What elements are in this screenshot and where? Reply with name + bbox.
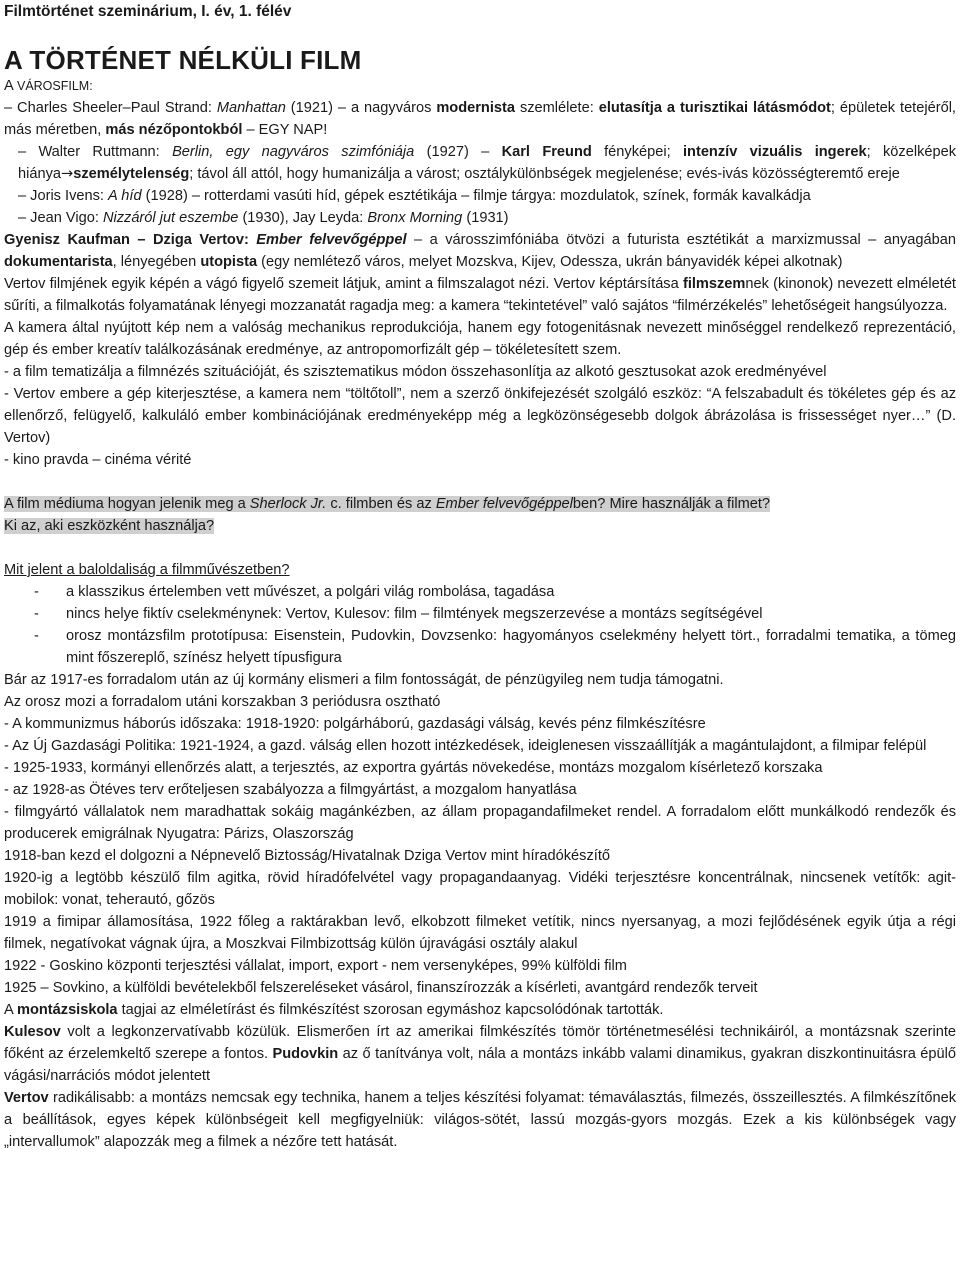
text-line: Bár az 1917-es forradalom után az új kormány elismeri a film fontosságát, de pénzügyileg nem tudja támogatni. — [4, 672, 724, 688]
text-line: - filmgyártó vállalatok nem maradhattak sokáig magánkézben, az állam propagandafilmeket rendel. A forradalom előtt munkálkodó rendezők és producerek emigrálnak Nyugatra: Párizs, Olaszország — [4, 804, 956, 842]
section-heading: A VÁROSFILM: — [4, 78, 93, 94]
paragraph-vertov: Gyenisz Kaufman – Dziga Vertov: Ember felvevőgéppel – a városszimfóniába ötvözi a futurista esztétikát a marxizmussal – anyagában dokumentarista, lényegében utopista (egy nemlétező város, melyet Mozskva, Kijev, Odessza, ukrán bányavidék képei alkotnak) — [4, 232, 956, 270]
paragraph-ivens: – Joris Ivens: A híd (1928) – rotterdami vasúti híd, gépek esztétikája – filmje tárgya: mozdulatok, színek, formák kavalkádja — [18, 188, 811, 204]
question-medium: A film médiuma hogyan jelenik meg a Sherlock Jr. c. filmben és az Ember felvevőgéppelben? Mire használják a filmet? Ki az, aki eszközként használja? — [4, 496, 771, 534]
list-item: - orosz montázsfilm prototípusa: Eisenstein, Pudovkin, Dovzsenko: hagyományos cselekmény helyett tört., forradalmi tematika, a tömeg mint főszereplő, színész helyett típusfigura — [34, 628, 956, 666]
list-item: - a klasszikus értelemben vett művészet, a polgári világ rombolása, tagadása — [34, 584, 555, 600]
paragraph-berlin: – Walter Ruttmann: Berlin, egy nagyváros szimfóniája (1927) – Karl Freund fényképei; intenzív vizuális ingerek; közelképek hiánya→személytelenség; távol áll attól, hogy humanizálja a várost; osztálykülönbségek megjelenése; evés-ivás közösségteremtő ereje — [18, 144, 957, 182]
text-line: - az 1928-as Ötéves terv erőteljesen szabályozza a filmgyártást, a mozgalom hanyatlása — [4, 782, 577, 798]
bullet-list — [4, 581, 956, 669]
text-line: 1918-ban kezd el dolgozni a Népnevelő Biztosság/Hivatalnak Dziga Vertov mint híradókészítő — [4, 848, 610, 864]
course-header: Filmtörténet szeminárium, I. év, 1. félév — [4, 3, 292, 20]
paragraph-vertov-radical: Vertov radikálisabb: a montázs nemcsak egy technika, hanem a teljes készítési folyamat: témaválasztás, filmezés, összeillesztés. A filmkészítőnek a beállítások, egyes képek különbségeit kell megfigyelniük: világos-sötét, lassú mozgás-gyors mozgás. Ezek a kis különbségek vagy „intervallumok” alapozzák meg a filmek a nézőre tett hatását. — [4, 1090, 956, 1150]
paragraph-thematizes: - a film tematizálja a filmnézés szituációját, és szisztematikus módon összehasonlítja az alkotó gesztusokat azok eredményével — [4, 364, 827, 380]
paragraph-manhattan: – Charles Sheeler–Paul Strand: Manhattan (1921) – a nagyváros modernista szemlélete: elutasítja a turisztikai látásmódot; épületek tetejéről, más méretben, más nézőpontokból – EGY NAP! — [4, 100, 956, 138]
text-line: Az orosz mozi a forradalom utáni korszakban 3 periódusra osztható — [4, 694, 441, 710]
page-title: A TÖRTÉNET NÉLKÜLI FILM — [4, 45, 362, 75]
text-line: - A kommunizmus háborús időszaka: 1918-1920: polgárháború, gazdasági válság, kevés pénz filmkészítésre — [4, 716, 706, 732]
right-arrow-icon: → — [61, 165, 74, 182]
list-item: - nincs helye fiktív cselekménynek: Vertov, Kulesov: film – filmtények megszerzevése a montázs segítségével — [34, 606, 763, 622]
text-line: 1925 – Sovkino, a külföldi bevételekből felszereléseket vásárol, finanszírozzák a kísérleti, avantgárd rendezők terveit — [4, 980, 758, 996]
text-line: - 1925-1933, kormányi ellenőrzés alatt, a terjesztés, az exportra gyártás növekedése, montázs mozgalom kísérletező korszaka — [4, 760, 823, 776]
paragraph-camera: A kamera által nyújtott kép nem a valóság mechanikus reprodukciója, hanem egy fotogenitásnak nevezett minőséggel rendelkező reprezentáció, gép és ember kreatív találkozásának eredménye, az antropomorfizált gép – tökéletesített szem. — [4, 320, 956, 358]
text-line: - Az Új Gazdasági Politika: 1921-1924, a gazd. válság ellen hozott intézkedések, ideiglenesen visszaállítják a magántulajdont, a filmipar felépül — [4, 738, 927, 754]
paragraph-kino-pravda: - kino pravda – cinéma vérité — [4, 452, 192, 468]
text-line: 1920-ig a legtöbb készülő film agitka, rövid híradófelvétel vagy propagandaanyag. Vidéki terjesztésre koncentrálnak, nincsenek vetítők: agit-mobilok: vonat, teherautó, gőzös — [4, 870, 956, 908]
question-leftism: Mit jelent a baloldaliság a filmművészetben? — [4, 562, 290, 578]
paragraph-extension: - Vertov embere a gép kiterjesztése, a kamera nem “töltőtoll”, nem a szerző önkifejezését szolgáló eszköz: “A felszabadult és tökéletes gép és az ellenőrző, felügyelő, kalkuláló ember kombinációjának eredményeképp még a legközönségesebb dolgok ábrázolása is frissességet nyer…” (D. Vertov) — [4, 386, 956, 446]
paragraph-vigo: – Jean Vigo: Nizzáról jut eszembe (1930), Jay Leyda: Bronx Morning (1931) — [18, 210, 509, 226]
paragraph-montage-school: A montázsiskola tagjai az elméletírást és filmkészítést szorosan egymáshoz kapcsolódónak tartották. — [4, 1002, 664, 1018]
paragraph-kulesov: Kulesov volt a legkonzervatívabb közülük. Elismerően írt az amerikai filmkészítés tömör történetmesélési technikáiról, a montázsnak szerinte főként az érzelemkeltő szerepe a fontos. Pudovkin az ő tanítványa volt, nála a montázs inkább valami dinamikus, gyakran diszkontinuitásra épülő vágási/narrációs módot jelentett — [4, 1024, 956, 1084]
text-line: 1922 - Goskino központi terjesztési vállalat, import, export - nem versenyképes, 99% külföldi film — [4, 958, 627, 974]
text-line: 1919 a fimipar államosítása, 1922 főleg a raktárakban levő, elkobzott filmeket vetítik, nincs nyersanyag, a mozi fejlődésének egyik útja a régi filmek, negatívokat vágnak újra, a Moszkvai Filmbizottság külön újravágási osztály alakul — [4, 914, 956, 952]
paragraph-filmszem: Vertov filmjének egyik képén a vágó figyelő szemeit látjuk, amint a filmszalagot nézi. Vertov képtársítása filmszemnek (kinonok) nevezett elméletét sűríti, a filmalkotás folyamatának lényegi mozzanatát ragadja meg: a kamera “tekintetével” való sajátos “filmérzékelés” lehetőségeit hangsúlyozza. — [4, 276, 956, 314]
